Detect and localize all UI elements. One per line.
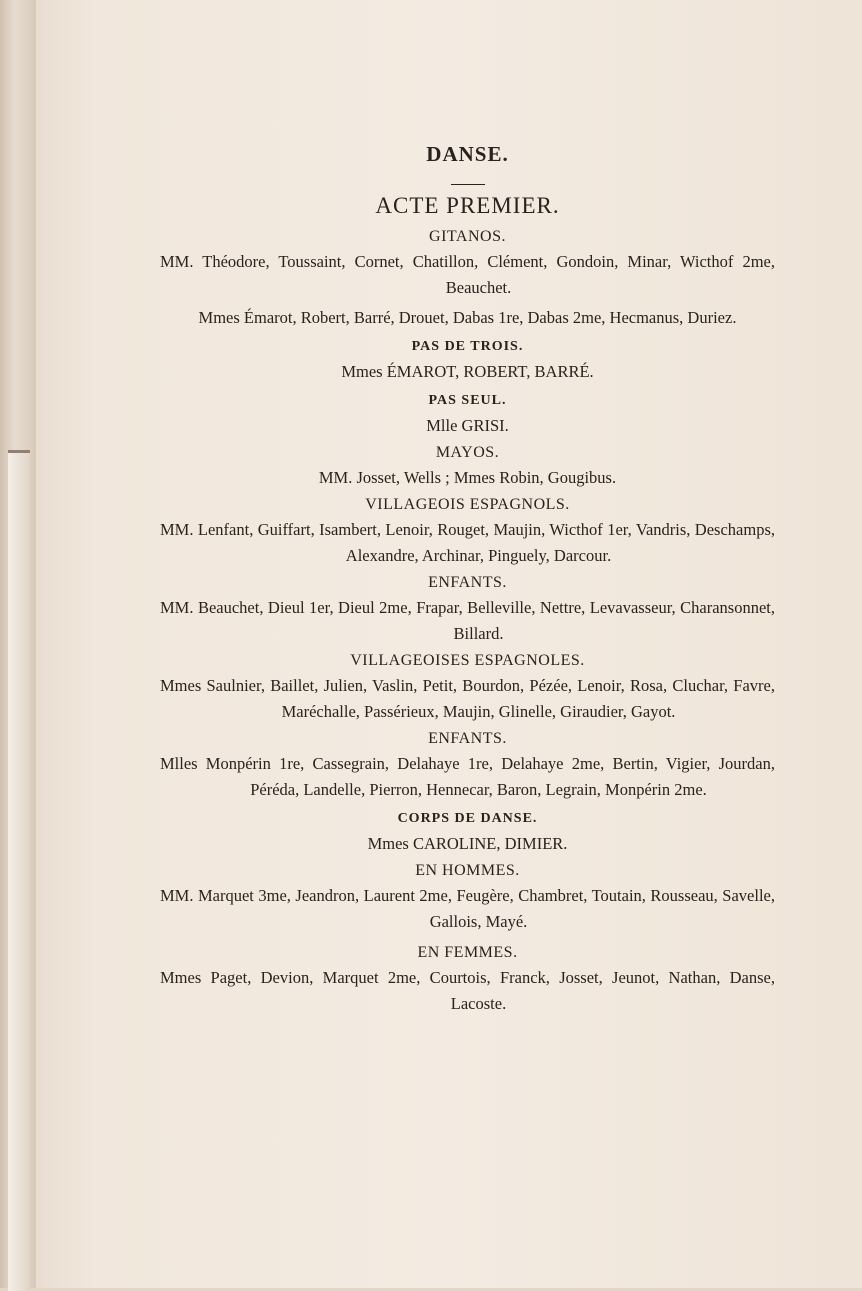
- heading-villageois: VILLAGEOIS ESPAGNOLS.: [365, 496, 570, 513]
- villageoises-women: Mmes Saulnier, Baillet, Julien, Vaslin, Petit, Bourdon, Pézée, Lenoir, Rosa, Cluchar, Favre, Maréchalle, Passérieux, Maujin, Glinelle, Giraudier, Gayot.: [160, 676, 775, 721]
- heading-villageoises: VILLAGEOISES ESPAGNOLES.: [350, 652, 585, 669]
- pas-seul-dancer: Mlle GRISI.: [426, 416, 509, 435]
- corps-de-danse-leads: Mmes CAROLINE, DIMIER.: [367, 834, 568, 853]
- page-fold: [8, 450, 30, 1291]
- heading-pas-seul: PAS SEUL.: [428, 393, 507, 408]
- en-hommes-dancers: MM. Marquet 3me, Jeandron, Laurent 2me, Feugère, Chambret, Toutain, Rousseau, Savelle, Gallois, Mayé.: [160, 886, 775, 931]
- title-rule: [451, 184, 485, 185]
- enfants-2-dancers: Mlles Monpérin 1re, Cassegrain, Delahaye 1re, Delahaye 2me, Bertin, Vigier, Jourdan, Péréda, Landelle, Pierron, Hennecar, Baron, Legrain, Monpérin 2me.: [160, 754, 775, 799]
- heading-corps-de-danse: CORPS DE DANSE.: [397, 811, 538, 826]
- heading-mayos: MAYOS.: [435, 444, 500, 461]
- heading-pas-de-trois: PAS DE TROIS.: [411, 339, 524, 354]
- en-femmes-dancers: Mmes Paget, Devion, Marquet 2me, Courtois, Franck, Josset, Jeunot, Nathan, Danse, Lacoste.: [160, 968, 775, 1013]
- heading-gitanos: GITANOS.: [429, 228, 506, 245]
- heading-enfants-1: ENFANTS.: [428, 574, 507, 591]
- villageois-men: MM. Lenfant, Guiffart, Isambert, Lenoir, Rouget, Maujin, Wicthof 1er, Vandris, Deschamps, Alexandre, Archinar, Pinguely, Darcour.: [160, 520, 775, 565]
- cast-list: [160, 136, 775, 1017]
- act-title: ACTE PREMIER.: [375, 193, 560, 218]
- gitanos-men: MM. Théodore, Toussaint, Cornet, Chatillon, Clément, Gondoin, Minar, Wicthof 2me, Beauchet.: [160, 252, 775, 297]
- heading-en-hommes: EN HOMMES.: [415, 862, 520, 879]
- heading-en-femmes: EN FEMMES.: [417, 944, 518, 961]
- heading-enfants-2: ENFANTS.: [428, 730, 507, 747]
- enfants-1-dancers: MM. Beauchet, Dieul 1er, Dieul 2me, Frapar, Belleville, Nettre, Levavasseur, Charansonnet, Billard.: [160, 598, 775, 643]
- pas-de-trois-dancers: Mmes ÉMAROT, ROBERT, BARRÉ.: [341, 362, 594, 381]
- gitanos-women: Mmes Émarot, Robert, Barré, Drouet, Dabas 1re, Dabas 2me, Hecmanus, Duriez.: [198, 308, 737, 327]
- page-title: DANSE.: [426, 142, 509, 166]
- mayos-dancers: MM. Josset, Wells ; Mmes Robin, Gougibus.: [318, 468, 617, 487]
